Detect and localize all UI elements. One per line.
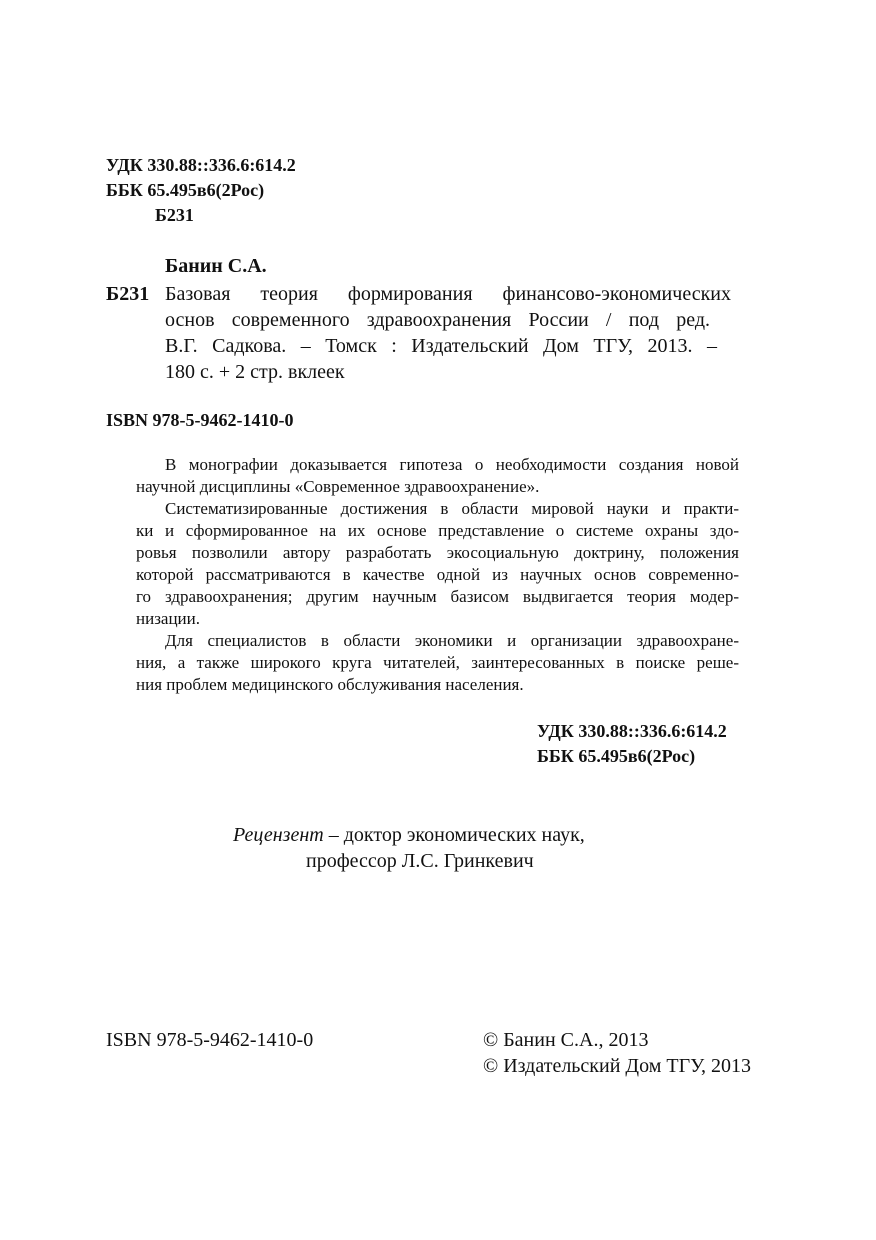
- abstract-line: ния проблем медицинского обслуживания населения.: [136, 675, 524, 694]
- bbk-code-bottom: ББК 65.495в6(2Рос): [537, 746, 696, 766]
- udk-code-bottom: УДК 330.88::336.6:614.2: [537, 721, 727, 741]
- abstract-line: В монографии доказывается гипотеза о необходимости создания новой: [165, 455, 739, 474]
- bib-author: Банин С.А.: [165, 255, 267, 277]
- abstract-line: научной дисциплины «Современное здравоохранение».: [136, 477, 540, 496]
- bib-description: [165, 281, 735, 385]
- author-mark-top: Б231: [155, 205, 194, 225]
- reviewer-role: Рецензент: [233, 824, 324, 846]
- isbn-bold: ISBN 978-5-9462-1410-0: [106, 410, 294, 430]
- abstract-line: Для специалистов в области экономики и организации здравоохране-: [165, 631, 739, 650]
- bib-line: основ современного здравоохранения России / под ред.: [165, 309, 710, 331]
- footer-isbn: ISBN 978-5-9462-1410-0: [106, 1029, 314, 1051]
- bib-mark: Б231: [106, 283, 150, 305]
- abstract-line: го здравоохранения; другим научным базисом выдвигается теория модер-: [136, 587, 739, 606]
- reviewer-credentials: – доктор экономических наук,: [323, 824, 585, 846]
- abstract-line: ровья позволили автору разработать экосоциальную доктрину, положения: [136, 543, 739, 562]
- reviewer-line-1: [233, 822, 585, 848]
- bib-line: 180 с. + 2 стр. вклеек: [165, 361, 345, 383]
- abstract-line: низации.: [136, 609, 200, 628]
- udk-code-top: УДК 330.88::336.6:614.2: [106, 155, 296, 175]
- abstract-line: Систематизированные достижения в области мировой науки и практи-: [165, 499, 739, 518]
- bib-line: Базовая теория формирования финансово-экономических: [165, 283, 731, 305]
- abstract-line: ния, а также широкого круга читателей, заинтересованных в поиске реше-: [136, 653, 739, 672]
- abstract-line: ки и сформированное на их основе представление о системе охраны здо-: [136, 521, 739, 540]
- bbk-code-top: ББК 65.495в6(2Рос): [106, 180, 265, 200]
- copyright-author: © Банин С.А., 2013: [483, 1029, 649, 1051]
- copyright-publisher: © Издательский Дом ТГУ, 2013: [483, 1055, 752, 1077]
- abstract-line: которой рассматриваются в качестве одной из научных основ современно-: [136, 565, 739, 584]
- reviewer-line-2: профессор Л.С. Гринкевич: [306, 850, 534, 872]
- bib-line: В.Г. Садкова. – Томск : Издательский Дом ТГУ, 2013. –: [165, 335, 717, 357]
